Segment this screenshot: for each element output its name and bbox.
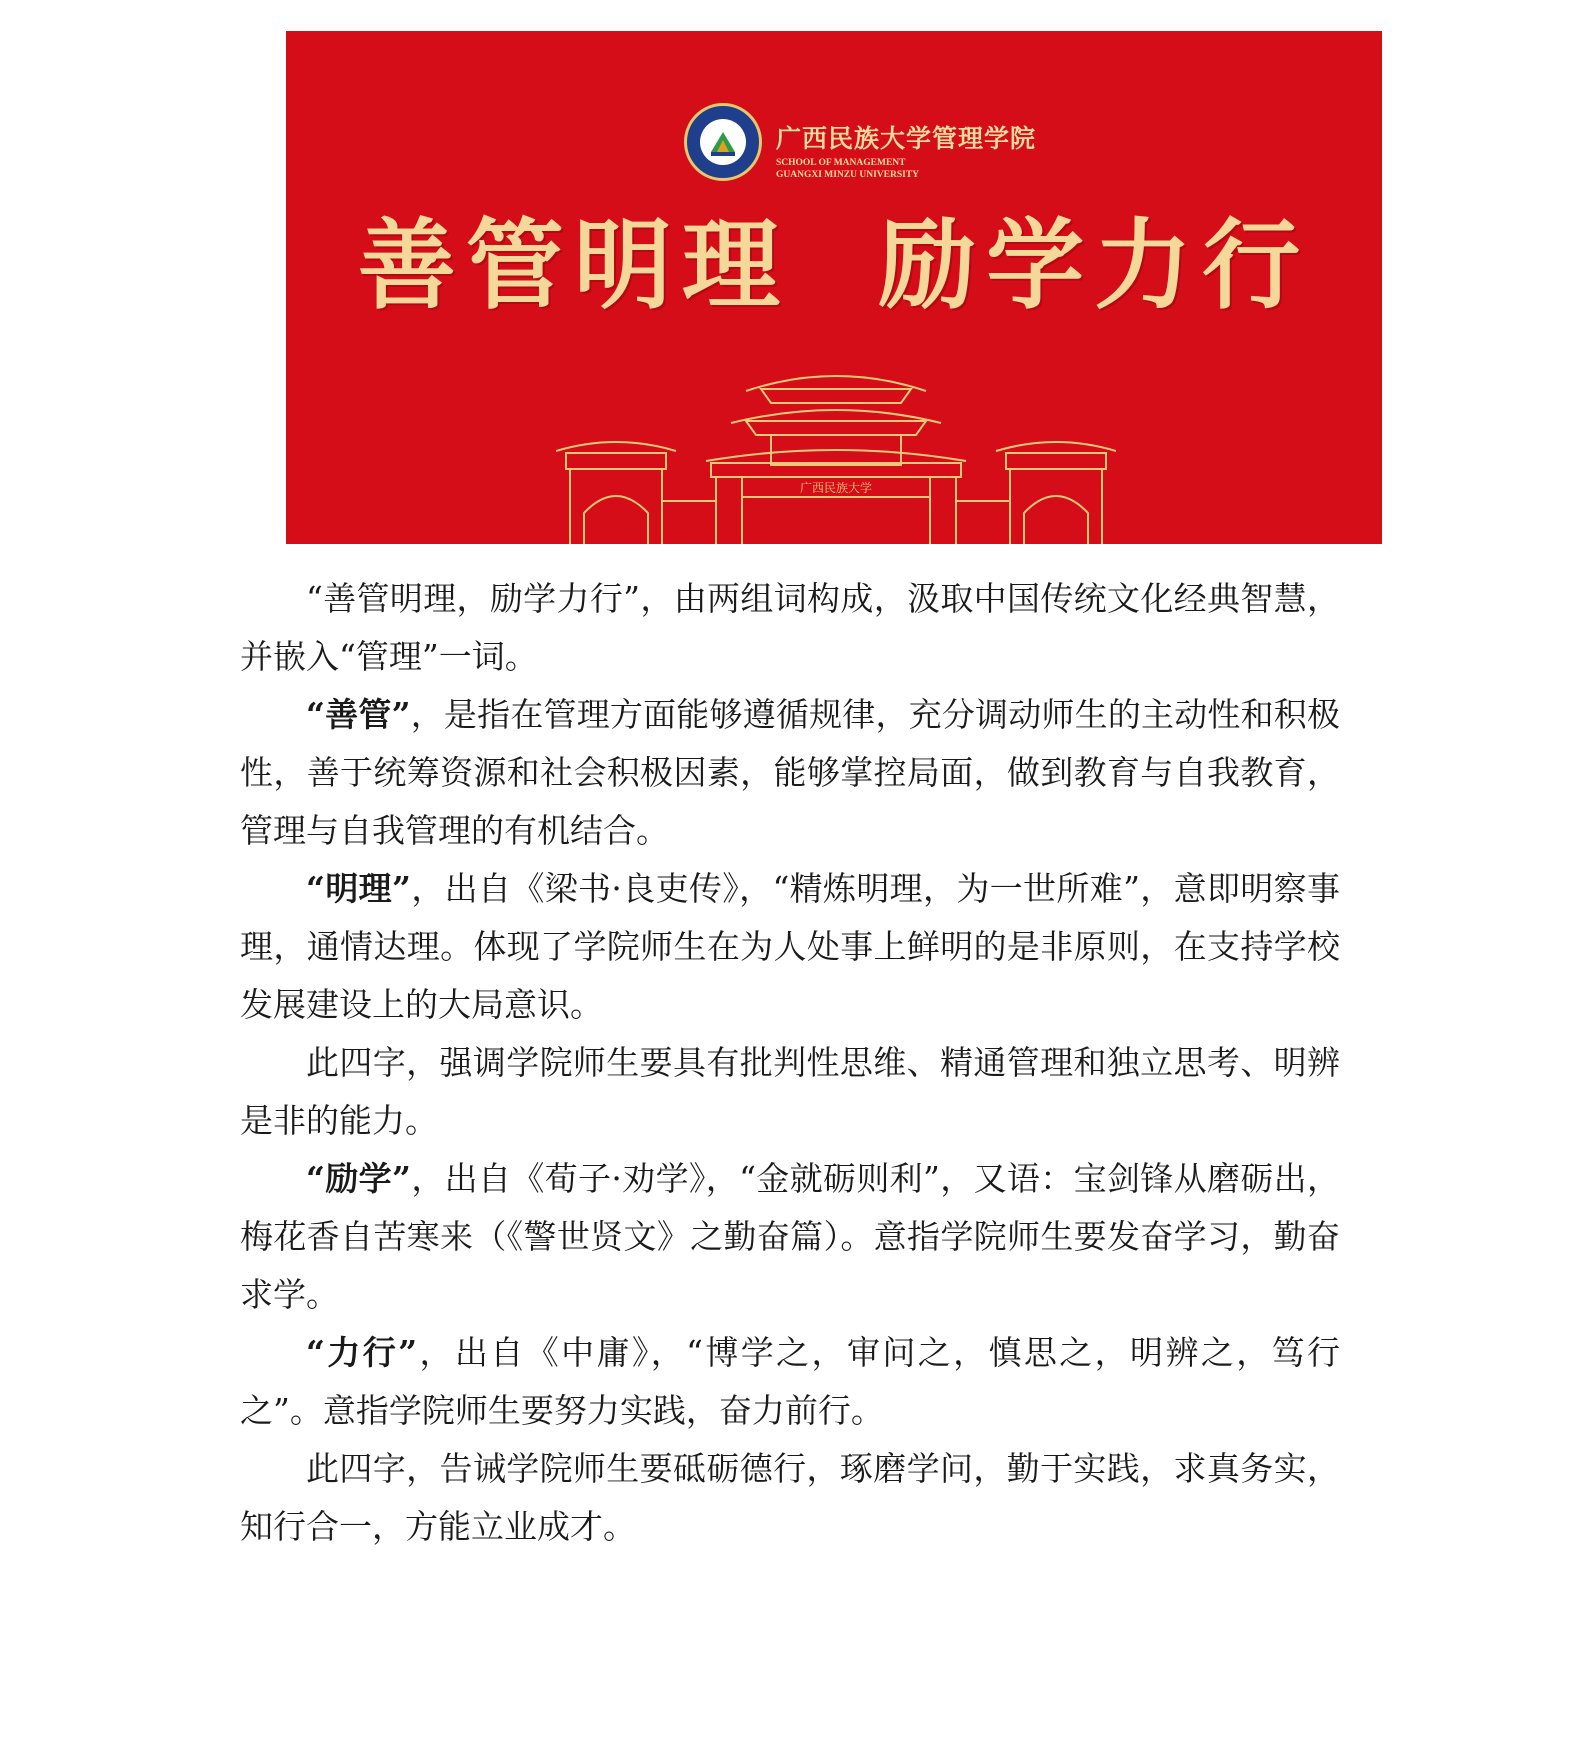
header-banner <box>286 31 1382 544</box>
term-mingli: “明理” <box>306 869 411 908</box>
paragraph-shanguan: “善管”，是指在管理方面能够遵循规律，充分调动师生的主动性和积极性，善于统筹资源和社会积极因素，能够掌控局面，做到教育与自我教育，管理与自我管理的有机结合。 <box>240 695 1340 850</box>
paragraph-mingli: “明理”，出自《梁书·良吏传》，“精炼明理，为一世所难”，意即明察事理，通情达理。体现了学院师生在为人处事上鲜明的是非原则，在支持学校发展建设上的大局意识。 <box>240 869 1341 1024</box>
motto-calligraphy: 善管明理 励学力行 <box>357 208 1311 323</box>
school-logo <box>286 69 1382 180</box>
mountain-emblem-icon <box>687 106 759 178</box>
school-seal-icon <box>684 103 762 181</box>
gate-plaque: 广西民族大学 <box>799 481 873 495</box>
term-lixue: “励学” <box>306 1159 411 1198</box>
motto-explanation-article <box>240 570 1340 1556</box>
school-name-chinese: 广西民族大学管理学院 <box>776 124 1037 153</box>
paragraph-summary-2: 此四字，告诫学院师生要砥砺德行，琢磨学问，勤于实践，求真务实，知行合一，方能立业成才。 <box>240 1449 1340 1546</box>
paragraph-lixue: “励学”，出自《荀子·劝学》，“金就砺则利”，又语：宝剑锋从磨砺出，梅花香自苦寒来（《警世贤文》之勤奋篇）。意指学院师生要发奋学习，勤奋求学。 <box>240 1159 1341 1314</box>
paragraph-lixing: “力行”，出自《中庸》，“博学之，审问之，慎思之，明辨之，笃行之”。意指学院师生要努力实践，奋力前行。 <box>240 1333 1341 1430</box>
term-lixing: “力行” <box>306 1333 418 1372</box>
university-gate-illustration <box>556 351 1116 544</box>
term-shanguan: “善管” <box>306 695 411 734</box>
school-name-english: SCHOOL OF MANAGEMENT GUANGXI MINZU UNIVERSITY <box>776 158 920 180</box>
paragraph-intro: “善管明理，励学力行”，由两组词构成，汲取中国传统文化经典智慧，并嵌入“管理”一词。 <box>240 579 1340 676</box>
paragraph-summary-1: 此四字，强调学院师生要具有批判性思维、精通管理和独立思考、明辨是非的能力。 <box>240 1043 1340 1140</box>
